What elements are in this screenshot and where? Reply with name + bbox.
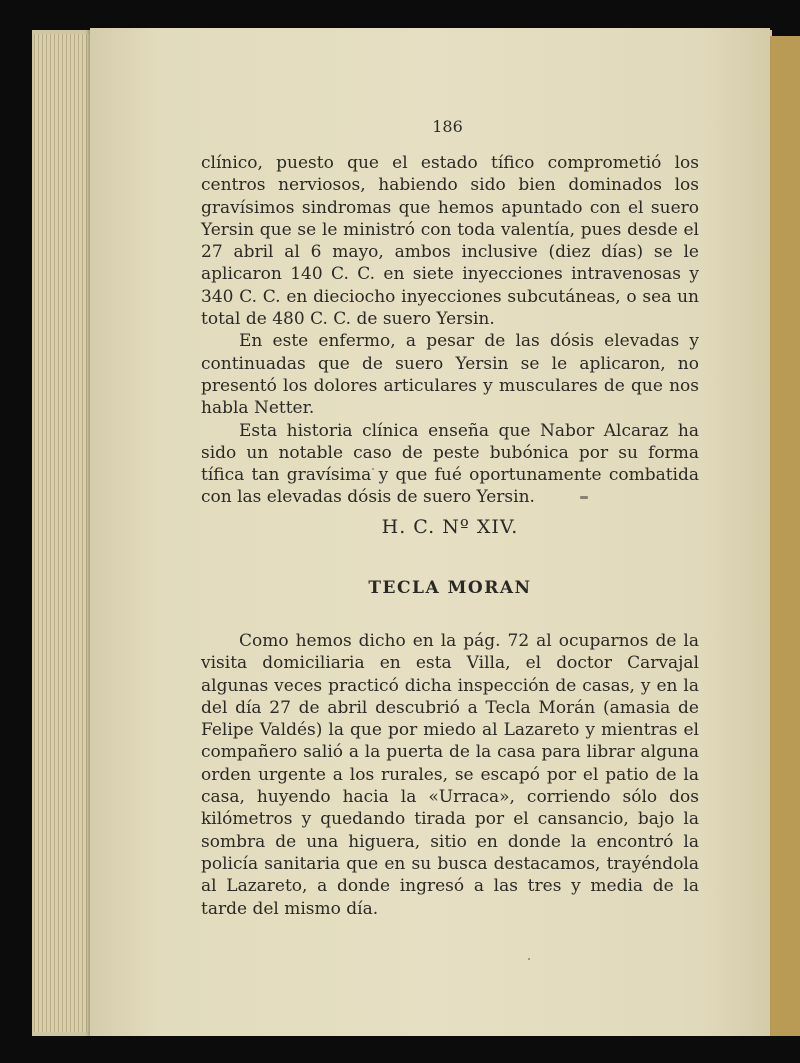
paragraph: En este enfermo, a pesar de las dósis elevadas y continuadas que de suero Yersin se le aplicaron, no presentó los dolores articulares y musculares de que nos habla Netter. xyxy=(201,331,699,419)
paragraph: Como hemos dicho en la pág. 72 al ocuparnos de la visita domiciliaria en esta Villa, el doctor Carvajal algunas veces practicó dicha inspección de casas, y en la del día 27 de abril descubrió a Tecla Morán (amasia de Felipe Valdés) la que por miedo al Lazareto y mientras el compañero salió a la puerta de la casa para librar alguna orden urgente a los rurales, se escapó por el patio de la casa, huyendo hacia la «Urraca», corriendo sólo dos kilómetros y quedando tirada por el cansancio, bajo la sombra de una higuera, sitio en donde la encontró la policía sanitaria que en su busca destacamos, trayéndola al Lazareto, a donde ingresó a las tres y media de la tarde del mismo día. xyxy=(201,631,699,919)
text-block-bottom xyxy=(201,630,699,920)
next-page-edge xyxy=(770,36,800,1036)
paragraph: clínico, puesto que el estado tífico comprometió los centros nerviosos, habiendo sido bien dominados los gravísimos sindromas que hemos apuntado con el suero Yersin que se le ministró con toda valentía, pues desde el 27 abril al 6 mayo, ambos inclusive (diez días) se le aplicaron 140 C. C. en siete inyecciones intravenosas y 340 C. C. en dieciocho inyecciones subcutáneas, o sea un total de 480 C. C. de suero Yersin. xyxy=(201,153,699,330)
text-block-top xyxy=(201,152,699,509)
paragraph: Esta historia clínica enseña que Nabor Alcaraz ha sido un notable caso de peste bubónica por su forma tífica tan gravísima y que fué oportunamente combatida con las elevadas dósis de suero Yersin. xyxy=(201,420,699,508)
page-edges xyxy=(34,34,92,1032)
patient-name-heading: TECLA MORAN xyxy=(368,578,532,598)
case-heading: H. C. Nº XIV. xyxy=(381,516,519,538)
paper-speck xyxy=(528,958,530,960)
page-number: 186 xyxy=(432,117,463,136)
